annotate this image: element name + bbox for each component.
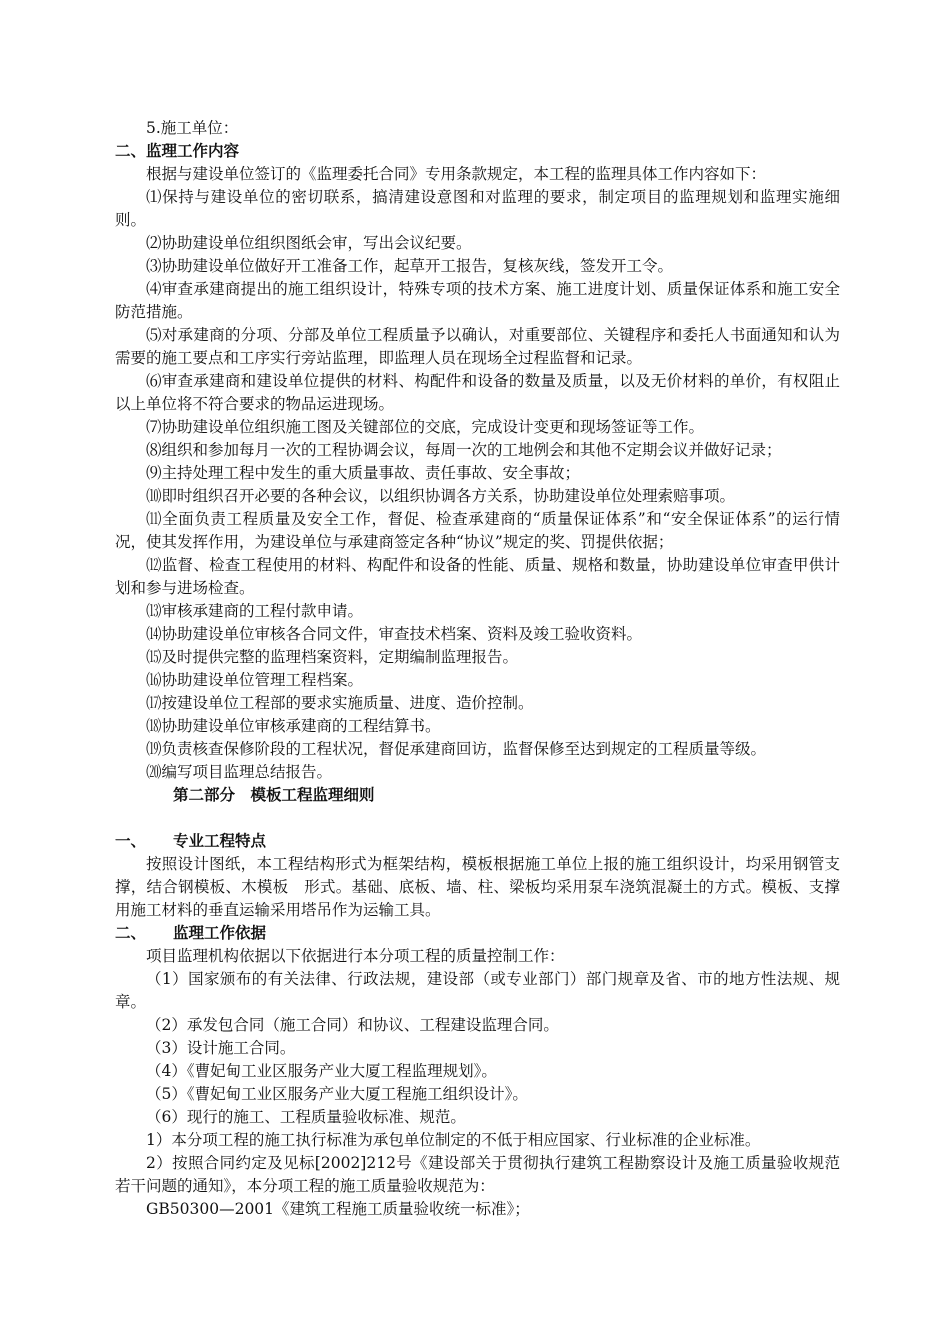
section-heading-supervision-basis (115, 922, 840, 945)
basis-item: （3）设计施工合同。 (146, 1039, 296, 1057)
list-item: ⒄按建设单位工程部的要求实施质量、进度、造价控制。 (146, 694, 534, 712)
construction-unit-line: 5.施工单位： (146, 119, 239, 137)
list-item: ⑹审查承建商和建设单位提供的材料、构配件和设备的数量及质量，以及无价材料的单价，有权阻止以上单位将不符合要求的物品运进现场。 (115, 372, 840, 413)
basis-item: （6）现行的施工、工程质量验收标准、规范。 (146, 1108, 466, 1126)
list-item: ⒁协助建设单位审核各合同文件，审查技术档案、资料及竣工验收资料。 (146, 625, 643, 643)
list-item: ⑸对承建商的分项、分部及单位工程质量予以确认，对重要部位、关键程序和委托人书面通知和认为需要的施工要点和工序实行旁站监理，即监理人员在现场全过程监督和记录。 (115, 326, 840, 367)
heading-text: 专业工程特点 (173, 832, 267, 850)
list-item: ⒃协助建设单位管理工程档案。 (146, 671, 364, 689)
list-item: ⒀审核承建商的工程付款申请。 (146, 602, 364, 620)
heading-number: 二、 (115, 924, 147, 942)
basis-item: （4）《曹妃甸工业区服务产业大厦工程监理规划》。 (146, 1062, 497, 1080)
spacer (115, 807, 840, 830)
supervision-basis-intro: 项目监理机构依据以下依据进行本分项工程的质量控制工作： (146, 947, 565, 965)
list-item: ⒇编写项目监理总结报告。 (146, 763, 333, 781)
basis-item: 2）按照合同约定及见标[2002]212号《建设部关于贯彻执行建筑工程勘察设计及施工质量验收规范若干问题的通知》，本分项工程的施工质量验收规范为： (115, 1154, 840, 1195)
basis-item: （5）《曹妃甸工业区服务产业大厦工程施工组织设计》。 (146, 1085, 528, 1103)
list-item: ⑾全面负责工程质量及安全工作，督促、检查承建商的“质量保证体系”和“安全保证体系”的运行情况，使其发挥作用，为建设单位与承建商签定各种“协议”规定的奖、罚提供依据； (115, 510, 840, 551)
basis-item: GB50300—2001《建筑工程施工质量验收统一标准》； (146, 1200, 530, 1218)
list-item: ⒅协助建设单位审核承建商的工程结算书。 (146, 717, 441, 735)
basis-item: 1）本分项工程的施工执行标准为承包单位制定的不低于相应国家、行业标准的企业标准。 (146, 1131, 761, 1149)
basis-item: （1）国家颁布的有关法律、行政法规，建设部（或专业部门）部门规章及省、市的地方性法规、规章。 (115, 970, 840, 1011)
list-item: ⒂及时提供完整的监理档案资料，定期编制监理报告。 (146, 648, 519, 666)
supervision-intro: 根据与建设单位签订的《监理委托合同》专用条款规定，本工程的监理具体工作内容如下： (146, 165, 767, 183)
document-page (115, 117, 840, 1221)
heading-text: 监理工作依据 (173, 924, 267, 942)
list-item: ⑿监督、检查工程使用的材料、构配件和设备的性能、质量、规格和数量，协助建设单位审查甲供计划和参与进场检查。 (115, 556, 840, 597)
list-item: ⑴保持与建设单位的密切联系，搞清建设意图和对监理的要求，制定项目的监理规划和监理实施细则。 (115, 188, 840, 229)
engineering-features-paragraph: 按照设计图纸，本工程结构形式为框架结构，模板根据施工单位上报的施工组织设计，均采用钢管支撑，结合钢模板、木模板 形式。基础、底板、墙、柱、梁板均采用泵车浇筑混凝土的方式。模板、支撑用施工材料的垂直运输采用塔吊作为运输工具。 (115, 855, 840, 919)
part-two-title: 第二部分 模板工程监理细则 (173, 786, 375, 804)
list-item: ⑼主持处理工程中发生的重大质量事故、责任事故、安全事故； (146, 464, 581, 482)
list-item: ⑺协助建设单位组织施工图及关键部位的交底，完成设计变更和现场签证等工作。 (146, 418, 705, 436)
list-item: ⒆负责核查保修阶段的工程状况，督促承建商回访，监督保修至达到规定的工程质量等级。 (146, 740, 767, 758)
list-item: ⑶协助建设单位做好开工准备工作，起草开工报告，复核灰线，签发开工令。 (146, 257, 674, 275)
list-item: ⑽即时组织召开必要的各种会议，以组织协调各方关系，协助建设单位处理索赔事项。 (146, 487, 736, 505)
heading-number: 一、 (115, 832, 147, 850)
list-item: ⑻组织和参加每月一次的工程协调会议，每周一次的工地例会和其他不定期会议并做好记录； (146, 441, 782, 459)
basis-item: （2）承发包合同（施工合同）和协议、工程建设监理合同。 (146, 1016, 559, 1034)
section-heading-supervision-content: 二、监理工作内容 (115, 142, 240, 160)
section-heading-engineering-features (115, 830, 840, 853)
list-item: ⑷审查承建商提出的施工组织设计，特殊专项的技术方案、施工进度计划、质量保证体系和施工安全防范措施。 (115, 280, 840, 321)
list-item: ⑵协助建设单位组织图纸会审，写出会议纪要。 (146, 234, 472, 252)
